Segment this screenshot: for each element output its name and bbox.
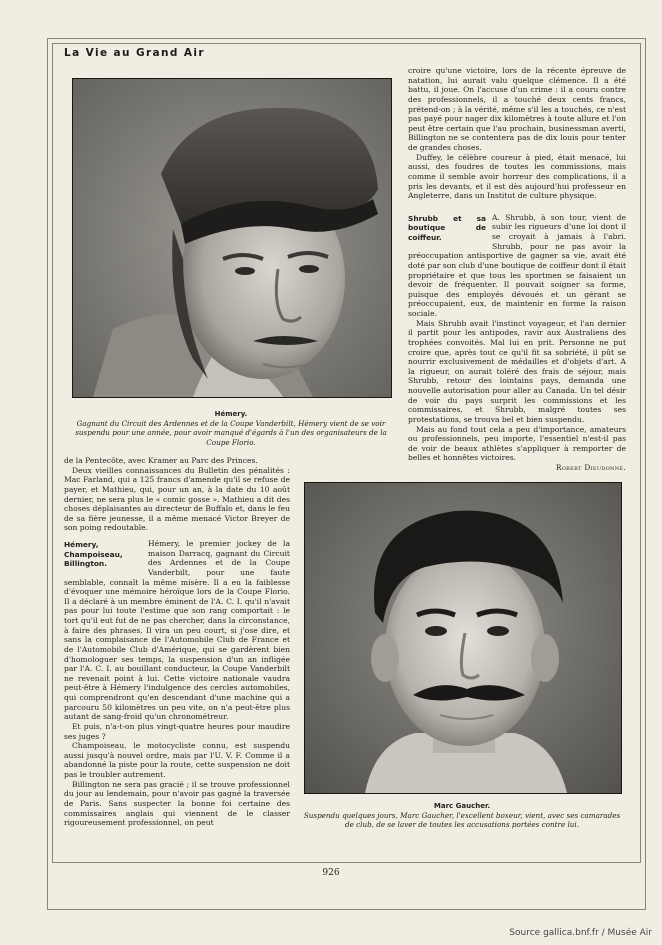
hemery-caption-name: Hémery. bbox=[214, 410, 248, 418]
right-paragraph-5: Mais au fond tout cela a peu d'importance, amateurs ou professionnels, peu importe, l'essentiel n'est-il pas de voir de beaux athlètes s'appliquer à remporter de belles et honnêtes victoires. bbox=[408, 424, 626, 463]
gaucher-portrait-illustration bbox=[305, 483, 621, 793]
right-paragraph-1: croire qu'une victoire, lors de la récente épreuve de natation, lui aurait valu quelque clémence. Il a été battu, il joue. On l'accuse d'un crime : il a couru contre des professionnels, il a touché deux cents francs, prétend-on ; à la vérité, même s'il les a touchés, ce n'est pas payé pour nager dix kilomètres à toute allure et l'on peut être certain que l'au prochain, businessman averti, Billington ne se contentera pas de dix louis pour tenter de grandes choses. bbox=[408, 66, 626, 152]
left-paragraph-4: Et puis, n'a-t-on plus vingt-quatre heures pour maudire ses juges ? bbox=[64, 721, 290, 741]
right-column-article bbox=[408, 66, 626, 473]
right-paragraph-3: A. Shrubb, à son tour, vient de subir les rigueurs d'une loi dont il se croyait à jamais à l'abri. Shrubb, pour ne pas avoir la préoccupation antisportive de gagner sa vie, avait été doté par son club d'une boutique de coiffeur dont il était propriétaire et que tous les sportmen se faisaient un devoir de fréquenter. Il pouvait soigner sa forme, puisque des employés dévoués et un gérant se préoccupaient, eux, de maintenir en forme la raison sociale. bbox=[408, 212, 627, 318]
right-paragraph-2: Duffey, le célèbre coureur à pied, était menacé, lui aussi, des foudres de toutes les commissions, mais comme il semble avoir horreur des complications, il a pris les devants, et il est dès aujourd'hui professeur en Angleterre, dans un Institut de culture physique. bbox=[408, 152, 626, 201]
hemery-subheading: Hémery, Champoiseau, Billington. bbox=[64, 540, 123, 569]
hemery-caption-text: Gagnant du Circuit des Ardennes et de la Coupe Vanderbilt, Hémery vient de se voir suspendu pour une année, pour avoir manqué d'égards à l'un des organisateurs de la Coupe Florio. bbox=[75, 419, 387, 447]
hemery-portrait-photo bbox=[72, 78, 392, 398]
shrubb-subheading: Shrubb et sa boutique de coiffeur. bbox=[408, 213, 486, 242]
running-header: La Vie au Grand Air bbox=[64, 47, 205, 59]
left-paragraph-2: Deux vieilles connaissances du Bulletin des pénalités : Mac Farland, qui a 125 francs d'amende qu'il se refuse de payer, et Mathieu, qui, pour un an, à la date du 10 août dernier, ne sera plus le « comic gosse ». Mathieu a dit des choses déplaisantes au directeur de Buffalo et, dans le feu de sa fière jeunesse, il a même menacé Victor Breyer de son poing redoutable. bbox=[64, 465, 290, 533]
gaucher-portrait-photo bbox=[304, 482, 622, 794]
author-signature: Robert Dieudonné. bbox=[555, 463, 626, 472]
gaucher-caption-text: Suspendu quelques jours, Marc Gaucher, l'excellent boxeur, vient, avec ses camarades de club, de se laver de toutes les accusations portées contre lui. bbox=[303, 811, 621, 830]
left-paragraph-5: Champoiseau, le motocycliste connu, est suspendu aussi jusqu'à nouvel ordre, mais par l'U. V. F. Comme il a abandonné la piste pour la route, cette suspension ne doit pas le troubler autrement. bbox=[64, 741, 290, 779]
source-credit: Source gallica.bnf.fr / Musée Air bbox=[509, 928, 652, 938]
right-paragraph-4: Mais Shrubb avait l'instinct voyageur, et l'an dernier il partit pour les antipodes, ravir aux Australiens des trophées convoités. Mal lui en prit. Personne ne put croire que, après tout ce qu'il fit sa sobriété, il pût se nourrir exclusivement de médailles et d'objets d'art. A la rigueur, on aurait toléré des frais de séjour, mais Shrubb, retour des lointains pays, demanda une nouvelle autorisation pour aller au Canada. Un tel désir de voir du pays surprit les commissions et les commissaires, et Shrubb, malgré toutes ses protestations, se trouva bel et bien suspendu. bbox=[408, 318, 626, 424]
gaucher-caption-name: Marc Gaucher. bbox=[433, 802, 491, 810]
left-column-article bbox=[64, 456, 290, 828]
hemery-caption bbox=[70, 409, 392, 447]
left-paragraph-6: Billington ne sera pas gracié ; il se trouve professionnel du jour au lendemain, pour n'avoir pas gagné la traversée de Paris. Sans suspecter la bonne foi certaine des commissaires anglais qui viennent de le classer rigoureusement professionnel, on peut bbox=[64, 779, 290, 828]
page-number: 926 bbox=[322, 868, 340, 878]
gaucher-caption bbox=[302, 801, 622, 830]
left-paragraph-1: de la Pentecôte, avec Kramer au Parc des Princes. bbox=[64, 456, 258, 465]
hemery-portrait-illustration bbox=[73, 79, 391, 397]
left-paragraph-3: Hémery, le premier jockey de la maison Darracq, gagnant du Circuit des Ardennes et de la Coupe Vanderbilt, pour une faute semblable, connaît la même misère. Il a eu la faiblesse d'évoquer une mémoire héroïque lors de la Coupe Florio. Il a déclaré à un membre éminent de l'A. C. I. qu'il n'avait pas pour lui toute l'estime que son rang comportait : le tort qu'il eut fut de ne pas chercher, dans la circonstance, à faire des phrases. Il vira un peu court, si j'ose dire, et sans la complaisance de l'Automobile Club de France et de l'Automobile Club d'Amérique, qui se gardèrent bien d'homologuer ses temps, la suspension d'un an infligée par l'A. C. I. au bouillant conducteur, la Coupe Vanderbilt ne revenait point à lui. Cette victoire nationale vaudra peut-être à Hémery l'indulgence des cercles automobiles, qui comprendront qu'en descendant d'une machine qui a parcouru 50 kilomètres un peu vite, on n'a peut-être plus autant de sang-froid qu'un chronométreur. bbox=[64, 539, 290, 722]
